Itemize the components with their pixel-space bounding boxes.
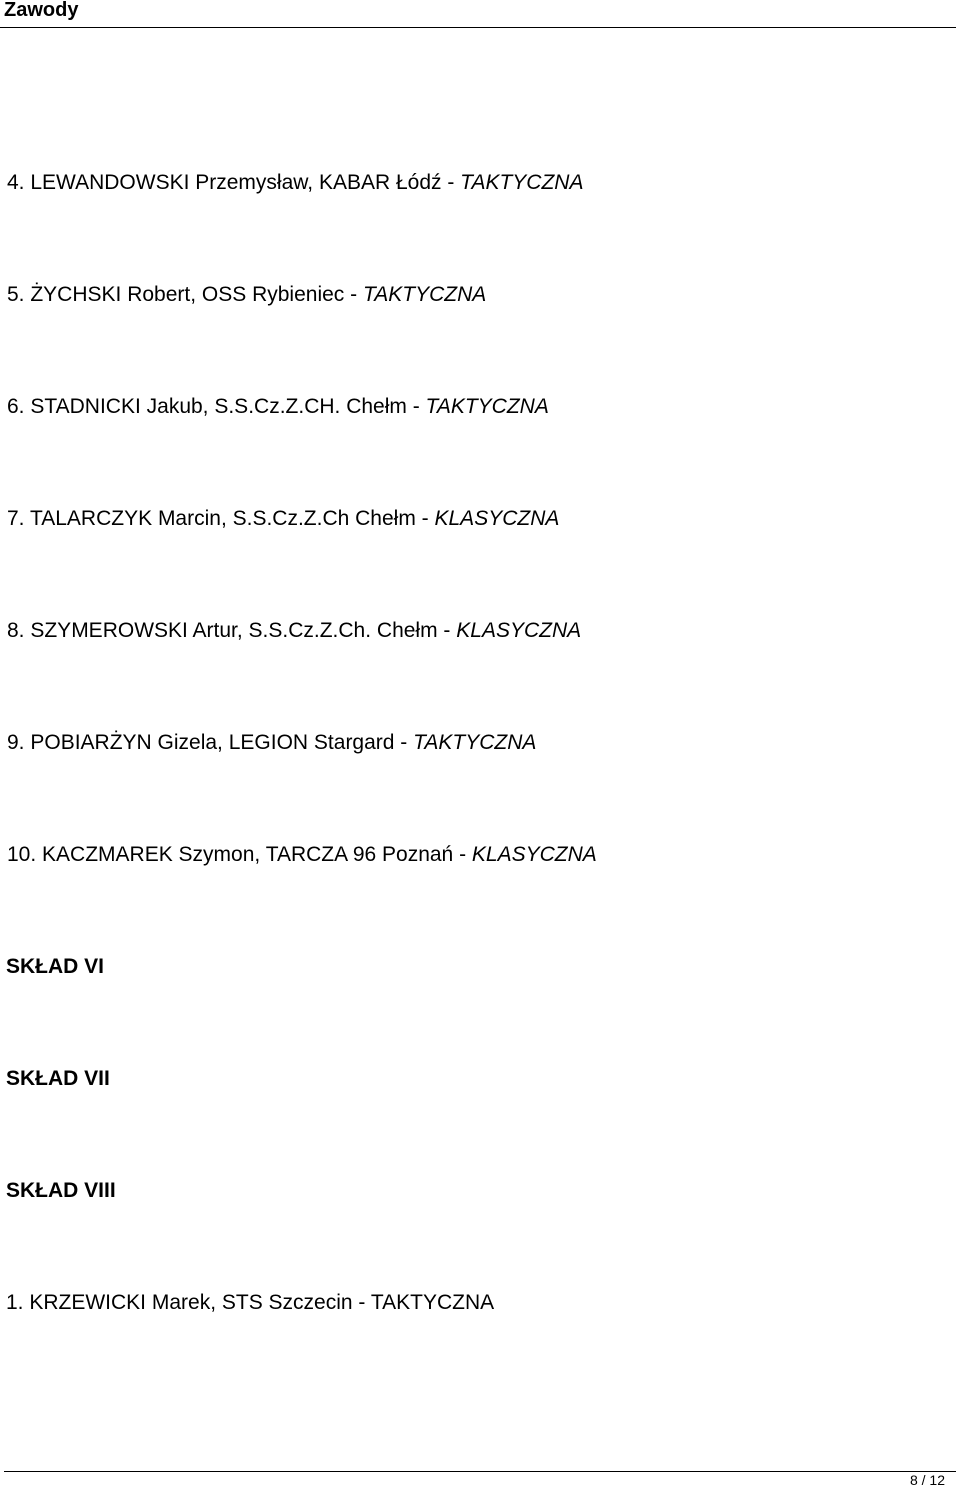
entry-8 xyxy=(7,619,581,643)
entry-category: KLASYCZNA xyxy=(434,507,560,530)
entry-6 xyxy=(7,395,549,419)
header-title: Zawody xyxy=(4,0,79,21)
entry-text: 4. LEWANDOWSKI Przemysław, KABAR Łódź - xyxy=(7,171,461,194)
entry-text: 8. SZYMEROWSKI Artur, S.S.Cz.Z.Ch. Chełm - xyxy=(7,619,457,642)
entry-text: 5. ŻYCHSKI Robert, OSS Rybieniec - xyxy=(7,283,363,306)
section-heading-viii: SKŁAD VIII xyxy=(6,1179,116,1202)
entry-4 xyxy=(7,171,583,195)
entry-text: 7. TALARCZYK Marcin, S.S.Cz.Z.Ch Chełm - xyxy=(7,507,435,530)
entry-category: KLASYCZNA xyxy=(471,843,597,866)
entry-category: TAKTYCZNA xyxy=(425,395,549,418)
page-header xyxy=(0,0,956,28)
entry-text: 6. STADNICKI Jakub, S.S.Cz.Z.CH. Chełm - xyxy=(7,395,426,418)
entry-7 xyxy=(7,507,559,531)
entry-10 xyxy=(7,843,597,867)
entry-category: KLASYCZNA xyxy=(456,619,582,642)
section-heading-vii: SKŁAD VII xyxy=(6,1067,110,1090)
footer-rule xyxy=(4,1471,956,1472)
entry-1-final: 1. KRZEWICKI Marek, STS Szczecin - TAKTYCZNA xyxy=(6,1291,495,1314)
entry-text: 9. POBIARŻYN Gizela, LEGION Stargard - xyxy=(7,731,414,754)
entry-text: 10. KACZMAREK Szymon, TARCZA 96 Poznań - xyxy=(7,843,472,866)
entry-category: TAKTYCZNA xyxy=(413,731,537,754)
entry-9 xyxy=(7,731,536,755)
entry-category: TAKTYCZNA xyxy=(460,171,584,194)
page-number: 8 / 12 xyxy=(909,1472,945,1488)
entry-category: TAKTYCZNA xyxy=(362,283,487,306)
entry-5 xyxy=(7,283,486,307)
section-heading-vi: SKŁAD VI xyxy=(6,955,105,978)
